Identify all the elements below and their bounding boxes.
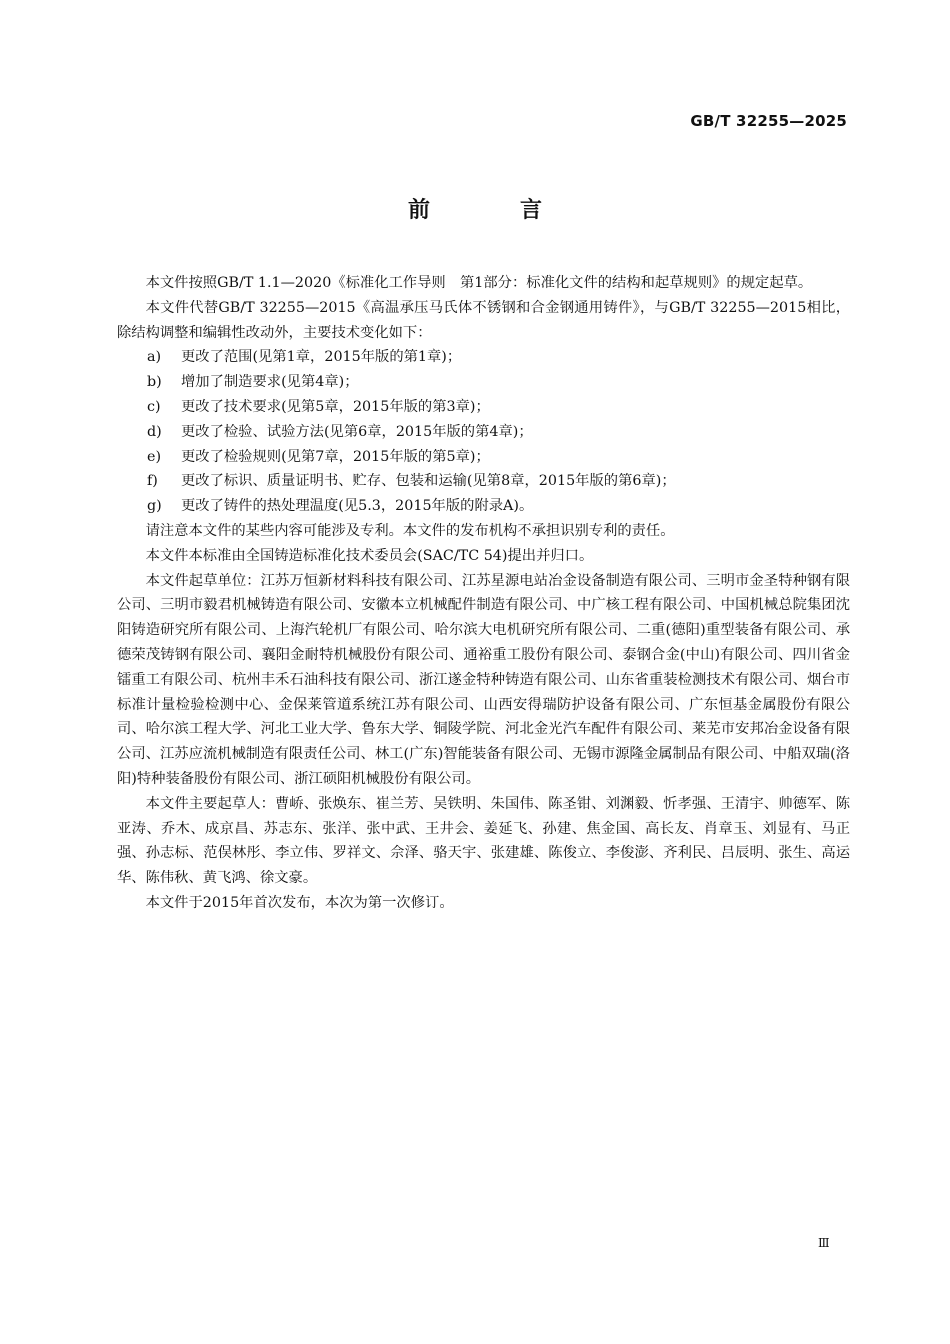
page-number: Ⅲ bbox=[818, 1236, 830, 1250]
list-item-label: a) bbox=[147, 349, 162, 366]
list-item bbox=[117, 370, 850, 395]
list-item bbox=[117, 395, 850, 420]
list-item bbox=[117, 445, 850, 470]
list-item-text: 更改了范围(见第1章，2015年版的第1章)； bbox=[181, 349, 462, 366]
list-item bbox=[117, 469, 850, 494]
list-item-label: d) bbox=[147, 423, 162, 440]
list-item-label: c) bbox=[147, 398, 161, 415]
paragraph-drafting-organizations: 本文件起草单位：江苏万恒新材料科技有限公司、江苏星源电站冶金设备制造有限公司、三明市金圣特种钢有限公司、三明市毅君机械铸造有限公司、安徽本立机械配件制造有限公司、中广核工程有限公司、中国机械总院集团沈阳铸造研究所有限公司、上海汽轮机厂有限公司、哈尔滨大电机研究所有限公司、二重(德阳)重型装备有限公司、承德荣茂铸钢有限公司、襄阳金耐特机械股份有限公司、通裕重工股份有限公司、泰钢合金(中山)有限公司、四川省金镭重工有限公司、杭州丰禾石油科技有限公司、浙江遂金特种铸造有限公司、山东省重装检测技术有限公司、烟台市标准计量检验检测中心、金保莱管道系统江苏有限公司、山西安得瑞防护设备有限公司、广东恒基金属股份有限公司、哈尔滨工程大学、河北工业大学、鲁东大学、铜陵学院、河北金光汽车配件有限公司、莱芜市安邦冶金设备有限公司、江苏应流机械制造有限责任公司、林工(广东)智能装备有限公司、无锡市源隆金属制品有限公司、中船双瑞(洛阳)特种装备股份有限公司、浙江硕阳机械股份有限公司。 bbox=[117, 572, 850, 787]
list-item-text: 更改了技术要求(见第5章，2015年版的第3章)； bbox=[181, 398, 490, 415]
paragraph-drafters: 本文件主要起草人：曹峤、张焕东、崔兰芳、吴铁明、朱国伟、陈圣钳、刘渊毅、忻孝强、王清宇、帅德军、陈亚涛、乔木、成京昌、苏志东、张洋、张中武、王井会、姜延飞、孙建、焦金国、高长友、肖章玉、刘显有、马正强、孙志标、范俣林彤、李立伟、罗祥文、佘泽、骆天宇、张建雄、陈俊立、李俊澎、齐利民、吕辰明、张生、高运华、陈伟秋、黄飞鸿、徐文豪。 bbox=[117, 795, 850, 887]
paragraph-revision-history: 本文件于2015年首次发布，本次为第一次修订。 bbox=[145, 894, 454, 911]
paragraph-patent-notice: 请注意本文件的某些内容可能涉及专利。本文件的发布机构不承担识别专利的责任。 bbox=[145, 522, 675, 539]
list-item-label: e) bbox=[147, 448, 162, 465]
list-item-text: 更改了铸件的热处理温度(见5.3，2015年版的附录A)。 bbox=[181, 498, 534, 515]
list-item-label: f) bbox=[147, 473, 158, 490]
changes-list bbox=[117, 345, 850, 519]
list-item-label: b) bbox=[147, 374, 162, 391]
list-item bbox=[117, 494, 850, 519]
list-item-text: 更改了检验规则(见第7章，2015年版的第5章)； bbox=[181, 448, 490, 465]
list-item bbox=[117, 420, 850, 445]
paragraph-proposer: 本文件本标准由全国铸造标准化技术委员会(SAC/TC 54)提出并归口。 bbox=[145, 547, 594, 564]
list-item-label: g) bbox=[147, 498, 162, 515]
list-item-text: 更改了检验、试验方法(见第6章，2015年版的第4章)； bbox=[181, 423, 533, 440]
foreword-body bbox=[117, 271, 850, 916]
list-item bbox=[117, 345, 850, 370]
paragraph-replaces: 本文件代替GB/T 32255—2015《高温承压马氏体不锈钢和合金钢通用铸件》，与GB/T 32255—2015相比，除结构调整和编辑性改动外，主要技术变化如下： bbox=[117, 299, 850, 341]
paragraph-drafting-rules: 本文件按照GB/T 1.1—2020《标准化工作导则 第1部分：标准化文件的结构和起草规则》的规定起草。 bbox=[145, 275, 813, 291]
page-title: 前 言 bbox=[407, 198, 576, 223]
list-item-text: 增加了制造要求(见第4章)； bbox=[181, 374, 359, 391]
standard-code: GB/T 32255—2025 bbox=[690, 112, 847, 130]
list-item-text: 更改了标识、质量证明书、贮存、包装和运输(见第8章，2015年版的第6章)； bbox=[181, 473, 676, 490]
